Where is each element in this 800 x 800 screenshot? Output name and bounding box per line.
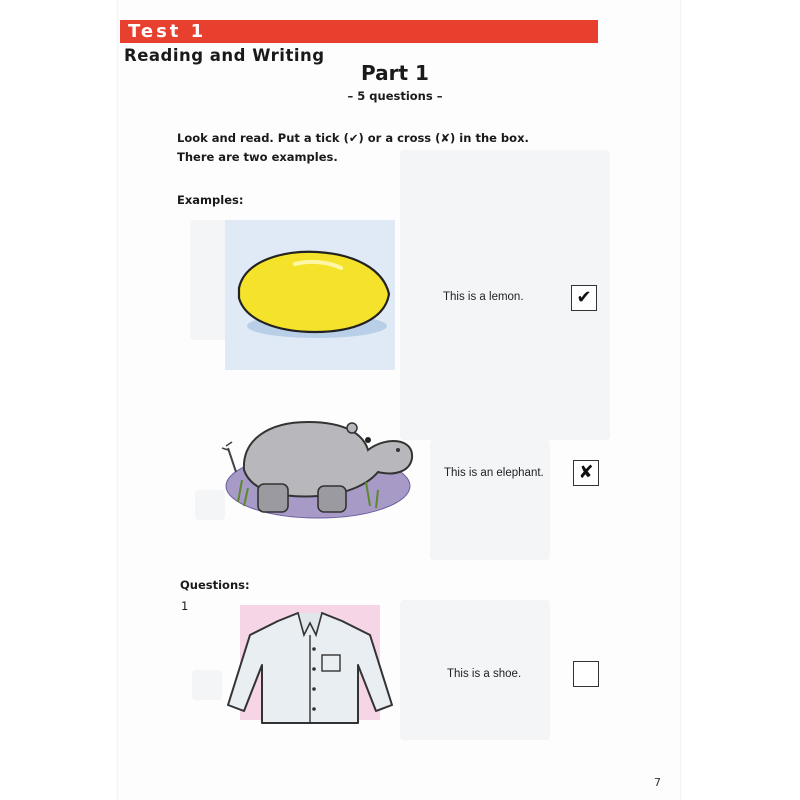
bleed-through-image <box>430 440 550 560</box>
test-label: Test 1 <box>128 21 207 42</box>
part-subtitle: – 5 questions – <box>347 89 443 103</box>
example-1-answer-box[interactable]: ✔ <box>571 285 597 311</box>
test-banner <box>120 20 598 43</box>
lemon-picture <box>225 220 395 370</box>
bleed-through-image <box>192 670 222 700</box>
instruction-line-2: There are two examples. <box>177 150 338 164</box>
question-1-answer-box[interactable] <box>573 661 599 687</box>
example-2-sentence: This is an elephant. <box>444 467 544 479</box>
questions-label: Questions: <box>180 578 250 592</box>
example-1-sentence: This is a lemon. <box>443 291 524 303</box>
instruction-line-1: Look and read. Put a tick (✔) or a cross (✘) in the box. <box>177 131 529 145</box>
question-1-number: 1 <box>181 599 189 613</box>
page-number: 7 <box>654 776 661 789</box>
hippo-picture <box>218 410 418 525</box>
question-1-sentence: This is a shoe. <box>447 668 522 680</box>
part-title: Part 1 <box>361 61 429 85</box>
examples-label: Examples: <box>177 193 244 207</box>
example-2-answer-box[interactable]: ✘ <box>573 460 599 486</box>
section-title: Reading and Writing <box>124 46 325 65</box>
shirt-picture <box>220 605 400 730</box>
